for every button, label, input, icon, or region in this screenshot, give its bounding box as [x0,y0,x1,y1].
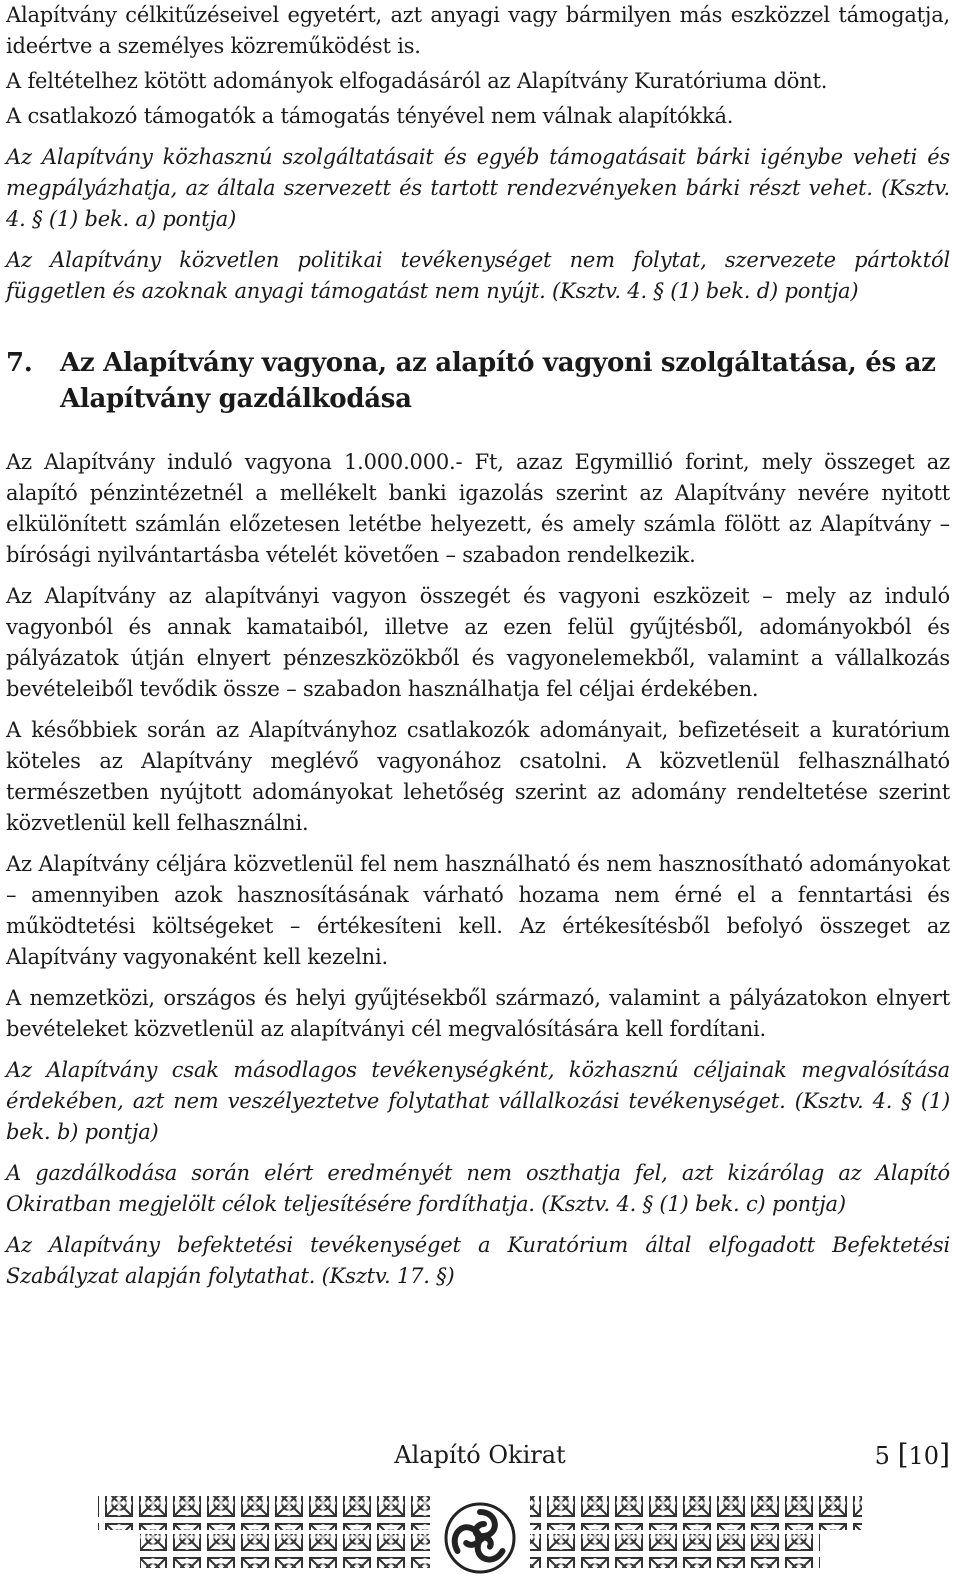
paragraph: Az Alapítvány induló vagyona 1.000.000.- Ft, azaz Egymillió forint, mely összeget az alapító pénzintézetnél a mellékelt banki igazolás szerint az Alapítvány nevére nyitott elkülönített számlán előzetesen letétbe helyezett, és amely számla fölött az Alapítvány – bírósági nyilvántartásba vételét követően – szabadon rendelkezik. [6,450,950,567]
paragraph: Az Alapítvány céljára közvetlenül fel nem használható és nem hasznosítható adományokat – amennyiben azok hasznosításának várható hozama nem érné el a fenntartási és működtetési költségeket – értékesíteni kell. Az értékesítésből befolyó összeget az Alapítvány vagyonaként kell kezelni. [6,852,950,969]
paragraph: Alapítvány célkitűzéseivel egyetért, azt anyagi vagy bármilyen más eszközzel támogatja, ideértve a személyes közreműködést is. [6,3,950,58]
celtic-knot-border-icon [0,1486,960,1581]
paragraph: Az Alapítvány az alapítványi vagyon összegét és vagyoni eszközeit – mely az induló vagyonból és annak kamataiból, illetve az ezen felül gyűjtésből, adományokból és pályázatok útján elnyert pénzeszközökből és vagyonelemekből, valamint a vállalkozás bevételeiből tevődik össze – szabadon használhatja fel céljai érdekében. [6,584,950,701]
total-pages: 10 [908,1442,940,1470]
section-title: Az Alapítvány vagyona, az alapító vagyoni szolgáltatása, és az Alapítvány gazdálkodása [60,348,936,414]
section-heading [6,345,950,417]
page-number: 5 [10] [874,1438,950,1471]
page-footer [0,1437,960,1473]
triskelion-emblem-icon [446,1504,514,1572]
italic-paragraph: Az Alapítvány befektetési tevékenységet a Kuratórium által elfogadott Befektetési Szabályzat alapján folytathat. (Ksztv. 17. §) [6,1233,950,1288]
italic-paragraph: Az Alapítvány közvetlen politikai tevékenységet nem folytat, szervezete pártoktól független és azoknak anyagi támogatást nem nyújt. (Ksztv. 4. § (1) bek. d) pontja) [6,248,950,303]
paragraph: A feltételhez kötött adományok elfogadásáról az Alapítvány Kuratóriuma dönt. [6,69,828,93]
italic-paragraph: Az Alapítvány csak másodlagos tevékenységként, közhasznú céljainak megvalósítása érdekében, azt nem veszélyeztetve folytathat vállalkozási tevékenységet. (Ksztv. 4. § (1) bek. b) pontja) [6,1058,950,1144]
italic-paragraph: Az Alapítvány közhasznú szolgáltatásait és egyéb támogatásait bárki igénybe veheti és megpályázhatja, az általa szervezett és tartott rendezvényeken bárki részt vehet. (Ksztv. 4. § (1) bek. a) pontja) [6,145,950,231]
document-page [6,0,950,1292]
footer-title: Alapító Okirat [394,1441,566,1469]
section-number: 7. [6,348,33,378]
italic-paragraph: A gazdálkodása során elért eredményét nem oszthatja fel, azt kizárólag az Alapító Okiratban megjelölt célok teljesítésére fordíthatja. (Ksztv. 4. § (1) bek. c) pontja) [6,1161,950,1216]
current-page: 5 [874,1442,890,1470]
paragraph: A csatlakozó támogatók a támogatás tényével nem válnak alapítókká. [6,104,734,128]
paragraph: A későbbiek során az Alapítványhoz csatlakozók adományait, befizetéseit a kuratórium köteles az Alapítvány meglévő vagyonához csatolni. A közvetlenül felhasználható természetben nyújtott adományokat lehetőség szerint az adomány rendeltetése szerint közvetlenül kell felhasználni. [6,718,950,835]
paragraph: A nemzetközi, országos és helyi gyűjtésekből származó, valamint a pályázatokon elnyert bevételeket közvetlenül az alapítványi cél megvalósítására kell fordítani. [6,986,950,1041]
